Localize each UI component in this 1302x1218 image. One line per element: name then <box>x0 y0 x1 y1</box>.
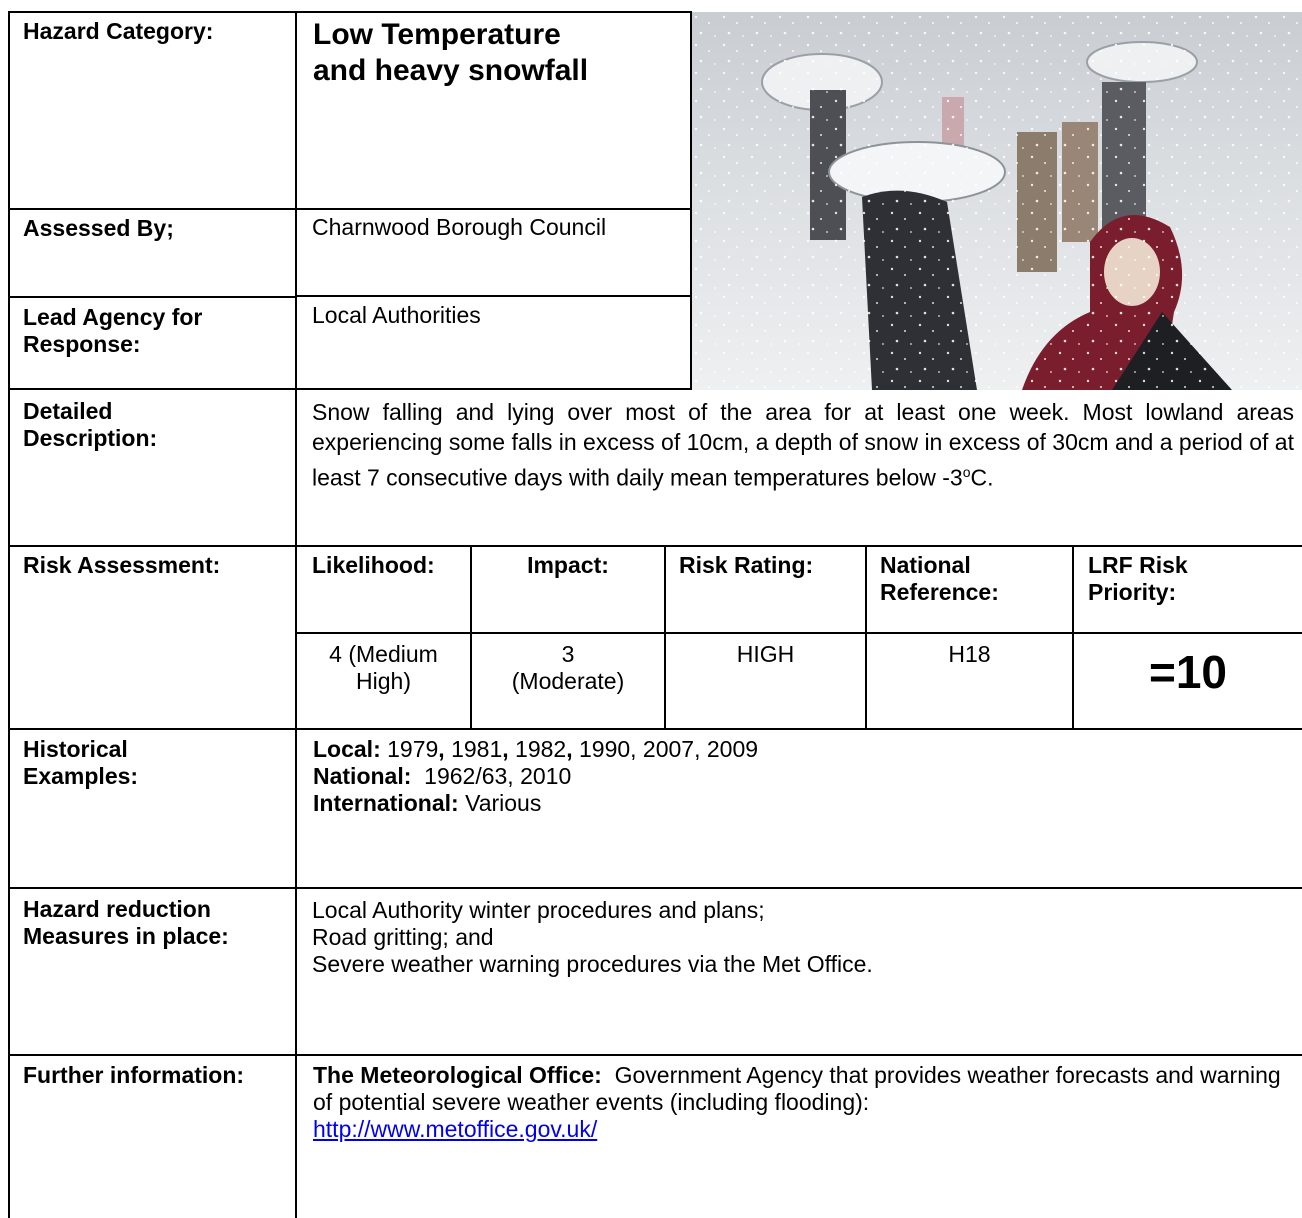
national-reference-header-line2: Reference: <box>880 579 999 605</box>
historical-examples-label-line1: Historical <box>23 736 128 762</box>
historical-international <box>313 790 758 817</box>
border-mid-vertical <box>295 11 297 1218</box>
risk-col-4 <box>1072 546 1074 729</box>
hazard-reduction-item: Severe weather warning procedures via the Met Office. <box>312 951 873 977</box>
hazard-reduction-list <box>312 897 873 978</box>
impact-value-line2: (Moderate) <box>511 668 625 694</box>
assessed-by-value: Charnwood Borough Council <box>312 214 607 240</box>
degree-superscript: o <box>962 464 971 480</box>
local-label: Local: <box>313 736 381 762</box>
risk-rating-value: HIGH <box>736 641 795 667</box>
assessed-by-label: Assessed By; <box>23 215 174 241</box>
national-value: 1962/63, 2010 <box>424 763 572 789</box>
lrf-priority-value: =10 <box>1148 646 1228 698</box>
risk-assessment-label: Risk Assessment: <box>23 552 221 578</box>
row-line-7 <box>8 1054 1302 1056</box>
snowfall-photo <box>692 12 1302 390</box>
historical-examples-label <box>23 736 138 790</box>
detailed-description-label <box>23 398 157 452</box>
local-year-2: 1981 <box>451 736 503 762</box>
lead-agency-label-line2: Response: <box>23 331 141 357</box>
national-reference-header <box>880 552 999 606</box>
impact-header: Impact: <box>527 552 609 578</box>
met-office-description: Government Agency that provides weather forecasts and warning of potential severe weather events (including flooding): <box>313 1062 1281 1115</box>
international-value: Various <box>465 790 542 816</box>
national-reference-value: H18 <box>948 641 991 667</box>
row-line-6 <box>8 887 1302 889</box>
met-office-link[interactable]: http://www.metoffice.gov.uk/ <box>313 1116 598 1142</box>
hazard-title-line2: and heavy snowfall <box>313 54 589 87</box>
lrf-priority-header-line1: LRF Risk <box>1088 552 1188 578</box>
local-year-4: 1990, 2007, 2009 <box>578 736 759 762</box>
risk-inner-line <box>296 632 1302 634</box>
historical-examples-label-line2: Examples: <box>23 763 139 789</box>
national-label: National: <box>313 763 412 789</box>
hazard-category-label: Hazard Category: <box>23 18 214 44</box>
border-left <box>8 11 10 1218</box>
row-line-5 <box>8 728 1302 730</box>
local-year-3: 1982 <box>515 736 567 762</box>
detailed-description-label-line1: Detailed <box>23 398 113 424</box>
hazard-reduction-label-line1: Hazard reduction <box>23 896 211 922</box>
lrf-priority-header <box>1088 552 1188 606</box>
hazard-title-line1: Low Temperature <box>313 18 561 51</box>
row-line-2-left <box>8 296 296 298</box>
lrf-priority-header-line2: Priority: <box>1088 579 1177 605</box>
likelihood-header: Likelihood: <box>312 552 435 578</box>
row-line-4 <box>8 545 1302 547</box>
lead-agency-value: Local Authorities <box>312 302 481 328</box>
detailed-description-body: Snow falling and lying over most of the area for at least one week. Most lowland areas experiencing some falls in excess of 10cm, a depth of snow in excess of 30cm and a period of at least 7 consecutive days with daily mean temperatures below -3 <box>312 399 1294 491</box>
hazard-category-title <box>313 17 588 89</box>
further-information-text <box>313 1062 1288 1143</box>
detailed-description-text <box>312 397 1294 493</box>
historical-national <box>313 763 758 790</box>
met-office-name: The Meteorological Office: <box>313 1062 602 1088</box>
detailed-description-label-line2: Description: <box>23 425 158 451</box>
detailed-description-end: C. <box>970 464 994 491</box>
likelihood-value-line1: 4 (Medium <box>329 641 438 667</box>
row-line-2 <box>296 295 691 297</box>
historical-local: Local: 1979, 1981, 1982, 1990, 2007, 2009 <box>313 736 759 762</box>
hazard-reduction-item: Local Authority winter procedures and plans; <box>312 897 765 923</box>
impact-value <box>472 641 664 695</box>
border-top <box>8 11 691 13</box>
lead-agency-label-line1: Lead Agency for <box>23 304 203 330</box>
lead-agency-label <box>23 304 202 358</box>
risk-col-3 <box>865 546 867 729</box>
historical-examples-list <box>313 736 758 817</box>
likelihood-value <box>297 641 470 695</box>
hazard-reduction-label <box>23 896 229 950</box>
local-year-1: 1979 <box>387 736 439 762</box>
hazard-reduction-label-line2: Measures in place: <box>23 923 229 949</box>
risk-col-2 <box>664 546 666 729</box>
international-label: International: <box>313 790 459 816</box>
impact-value-line1: 3 <box>561 641 575 667</box>
hazard-reduction-item: Road gritting; and <box>312 924 494 950</box>
further-information-label: Further information: <box>23 1062 245 1088</box>
national-reference-header-line1: National <box>880 552 971 578</box>
likelihood-value-line2: High) <box>356 668 411 694</box>
row-line-1 <box>8 208 691 210</box>
risk-rating-header: Risk Rating: <box>679 552 814 578</box>
